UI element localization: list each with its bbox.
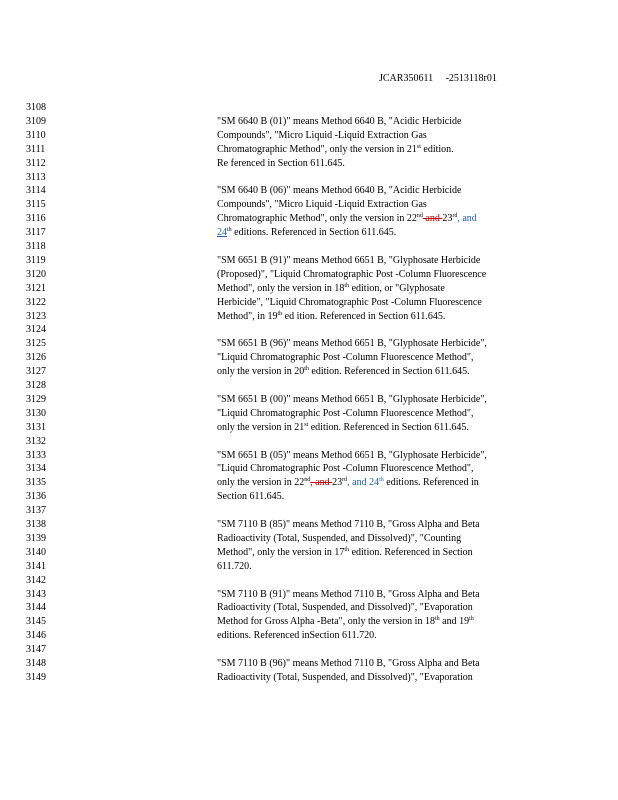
line-row — [0, 462, 618, 476]
text-run: only the version in 22 — [217, 477, 305, 489]
line-row — [0, 212, 618, 226]
line-number: 3142 — [26, 574, 46, 586]
text-run: Herbicide", "Liquid Chromatographic Post -Column Fluorescence — [217, 296, 482, 308]
superscript: rd — [342, 477, 348, 484]
text-run: "SM 6640 B (01)" means Method 6640 B, "Acidic Herbicide — [217, 115, 462, 127]
line-row — [0, 198, 618, 212]
line-number: 3134 — [26, 463, 46, 475]
line-text — [217, 310, 539, 324]
line-number: 3138 — [26, 519, 46, 530]
line-row — [0, 476, 618, 490]
line-row — [0, 588, 618, 602]
text-run: edition. Referenced in Section 611.645. — [308, 421, 469, 433]
line-row — [0, 268, 618, 282]
text-run: "SM 7110 B (96)" means Method 7110 B, "Gross Alpha and Beta — [217, 658, 480, 669]
line-row — [0, 129, 618, 143]
line-text — [217, 268, 539, 282]
line-text — [217, 462, 539, 476]
line-row — [0, 518, 618, 532]
text-run: "Liquid Chromatographic Post -Column Fluorescence Method", — [217, 407, 474, 419]
line-row — [0, 601, 618, 615]
line-row — [0, 115, 618, 129]
line-row — [0, 643, 618, 657]
line-text — [217, 615, 539, 629]
line-number: 3139 — [26, 532, 46, 544]
line-number: 3124 — [26, 324, 46, 336]
text-run: Method", in 19 — [217, 310, 278, 322]
line-text — [217, 671, 539, 685]
line-row — [0, 546, 618, 560]
text-run: and 19 — [439, 616, 470, 628]
line-text — [217, 115, 539, 129]
superscript: rd — [452, 213, 458, 220]
line-row — [0, 379, 618, 393]
line-row — [0, 240, 618, 254]
text-run: Method", only the version in 18 — [217, 282, 345, 294]
text-run: "Liquid Chromatographic Post -Column Fluorescence Method", — [217, 352, 474, 364]
line-row — [0, 184, 618, 198]
line-text — [217, 588, 539, 602]
line-text — [217, 365, 539, 379]
text-run: Radioactivity (Total, Suspended, and Dissolved)", "Evaporation — [217, 602, 473, 614]
line-number: 3127 — [26, 366, 46, 378]
line-text — [217, 157, 539, 171]
text-run: editions. Referenced in — [383, 477, 479, 489]
line-text — [217, 296, 539, 310]
line-text — [217, 421, 539, 435]
line-row — [0, 629, 618, 643]
line-text — [217, 143, 539, 157]
line-number: 3114 — [26, 185, 46, 197]
line-number: 3122 — [26, 296, 46, 308]
text-run: edition. Referenced in Section — [349, 546, 473, 558]
superscript: st — [304, 421, 309, 428]
superscript: th — [277, 310, 283, 317]
line-row — [0, 435, 618, 449]
text-run: only the version in 21 — [217, 421, 305, 433]
line-number: 3115 — [26, 199, 46, 211]
line-row — [0, 143, 618, 157]
line-number: 3123 — [26, 310, 46, 322]
line-row — [0, 296, 618, 310]
inserted-text: , and — [457, 213, 477, 225]
line-number: 3118 — [26, 241, 46, 252]
text-run: "SM 6651 B (05)" means Method 6651 B, "Glyphosate Herbicide", — [217, 449, 487, 461]
text-run: (Proposed)", "Liquid Chromatographic Post -Column Fluorescence — [217, 268, 487, 280]
text-run: "Liquid Chromatographic Post -Column Fluorescence Method", — [217, 463, 474, 475]
line-row — [0, 393, 618, 407]
superscript: th — [469, 616, 474, 623]
text-run: edition. — [420, 143, 454, 155]
text-run: editions. Referenced inSection 611.720. — [217, 630, 377, 642]
line-row — [0, 171, 618, 185]
text-run: ed ition. Referenced in Section 611.645. — [282, 310, 446, 322]
superscript: th — [344, 282, 350, 289]
line-number: 3113 — [26, 171, 46, 183]
line-text — [217, 226, 539, 240]
text-run: 23 — [332, 477, 343, 489]
line-number: 3136 — [26, 491, 46, 503]
line-text — [217, 407, 539, 421]
line-text — [217, 657, 539, 671]
line-text — [217, 629, 539, 643]
line-row — [0, 671, 618, 685]
superscript: st — [416, 143, 421, 150]
line-row — [0, 254, 618, 268]
line-row — [0, 351, 618, 365]
superscript: th — [379, 477, 384, 484]
superscript: nd — [416, 213, 423, 220]
document-header — [379, 73, 497, 84]
deleted-text: and — [422, 213, 443, 225]
line-row — [0, 490, 618, 504]
line-number: 3148 — [26, 658, 46, 669]
line-row — [0, 310, 618, 324]
text-run: "SM 6651 B (00)" means Method 6651 B, "Glyphosate Herbicide", — [217, 393, 487, 405]
line-number: 3144 — [26, 602, 46, 614]
line-number: 3109 — [26, 115, 46, 127]
text-run: edition, or "Glyphosate — [349, 282, 445, 294]
line-row — [0, 574, 618, 588]
line-number: 3130 — [26, 407, 46, 419]
line-number: 3117 — [26, 227, 46, 239]
deleted-text: , and — [310, 477, 333, 489]
line-number: 3147 — [26, 644, 46, 656]
text-run: 23 — [442, 213, 453, 225]
superscript: th — [227, 227, 232, 234]
line-text — [217, 129, 539, 143]
line-number: 3137 — [26, 505, 46, 517]
line-number: 3149 — [26, 671, 46, 683]
text-run: editions. Referenced in Section 611.645. — [231, 227, 397, 239]
text-run: Section 611.645. — [217, 491, 285, 503]
line-number: 3108 — [26, 102, 46, 113]
line-row — [0, 504, 618, 518]
line-text — [217, 476, 539, 490]
text-run: Radioactivity (Total, Suspended, and Dissolved)", "Counting — [217, 532, 462, 544]
line-text — [217, 198, 539, 212]
line-row — [0, 407, 618, 421]
line-row — [0, 449, 618, 463]
line-number: 3125 — [26, 338, 46, 350]
superscript: nd — [304, 477, 311, 484]
text-run: Compounds", "Micro Liquid -Liquid Extraction Gas — [217, 129, 427, 141]
line-row — [0, 101, 618, 115]
line-row — [0, 282, 618, 296]
line-text — [217, 490, 539, 504]
line-text — [217, 254, 539, 268]
text-run: Radioactivity (Total, Suspended, and Dissolved)", "Evaporation — [217, 671, 473, 683]
superscript: th — [344, 546, 350, 553]
superscript: th — [304, 366, 309, 373]
line-row — [0, 560, 618, 574]
line-text — [217, 560, 539, 574]
line-text — [217, 184, 539, 198]
line-text — [217, 393, 539, 407]
line-text — [217, 282, 539, 296]
text-run: edition. Referenced in Section 611.645. — [308, 366, 470, 378]
line-row — [0, 226, 618, 240]
text-run: Re ferenced in Section 611.645. — [217, 157, 345, 169]
line-number: 3111 — [26, 143, 46, 155]
text-run: "SM 7110 B (85)" means Method 7110 B, "Gross Alpha and Beta — [217, 519, 480, 530]
line-row — [0, 421, 618, 435]
line-number: 3141 — [26, 560, 46, 572]
text-run: "SM 7110 B (91)" means Method 7110 B, "Gross Alpha and Beta — [217, 588, 480, 600]
line-row — [0, 337, 618, 351]
inserted-text: , and 24 — [347, 477, 380, 489]
line-number: 3129 — [26, 393, 46, 405]
text-run: "SM 6651 B (96)" means Method 6651 B, "Glyphosate Herbicide", — [217, 338, 487, 350]
line-text — [217, 546, 539, 560]
inserted-text: 24 — [217, 227, 227, 239]
text-run: "SM 6651 B (91)" means Method 6651 B, "Glyphosate Herbicide — [217, 254, 481, 266]
line-number: 3121 — [26, 282, 46, 294]
line-text — [217, 212, 539, 226]
line-number: 3120 — [26, 268, 46, 280]
line-text — [217, 351, 539, 365]
line-number: 3145 — [26, 616, 46, 628]
text-run: 611.720. — [217, 560, 252, 572]
line-number: 3135 — [26, 477, 46, 489]
text-run: Chromatographic Method", only the version in 21 — [217, 143, 417, 155]
line-text — [217, 532, 539, 546]
doc-id: JCAR350611 — [379, 73, 434, 84]
line-number: 3128 — [26, 380, 46, 391]
line-number: 3131 — [26, 421, 46, 433]
line-row — [0, 657, 618, 671]
line-number: 3140 — [26, 546, 46, 558]
line-number: 3143 — [26, 588, 46, 600]
line-row — [0, 157, 618, 171]
line-number: 3110 — [26, 129, 46, 141]
line-text — [217, 601, 539, 615]
line-row — [0, 323, 618, 337]
line-number: 3132 — [26, 435, 46, 447]
superscript: th — [434, 616, 440, 623]
text-run: only the version in 20 — [217, 366, 305, 378]
text-run: Method for Gross Alpha -Beta", only the version in 18 — [217, 616, 435, 628]
line-number: 3119 — [26, 254, 46, 266]
line-number: 3133 — [26, 449, 46, 461]
line-text — [217, 337, 539, 351]
doc-revision: -2513118r01 — [445, 73, 497, 84]
text-run: Compounds", "Micro Liquid -Liquid Extraction Gas — [217, 199, 427, 211]
text-run: Chromatographic Method", only the version in 22 — [217, 213, 417, 225]
text-run: "SM 6640 B (06)" means Method 6640 B, "Acidic Herbicide — [217, 185, 462, 197]
line-row — [0, 532, 618, 546]
line-number: 3126 — [26, 352, 46, 364]
line-row — [0, 365, 618, 379]
line-number: 3112 — [26, 157, 46, 169]
line-row — [0, 615, 618, 629]
line-text — [217, 449, 539, 463]
line-text — [217, 518, 539, 532]
text-run: Method", only the version in 17 — [217, 546, 345, 558]
line-number: 3146 — [26, 630, 46, 642]
line-number: 3116 — [26, 213, 46, 225]
